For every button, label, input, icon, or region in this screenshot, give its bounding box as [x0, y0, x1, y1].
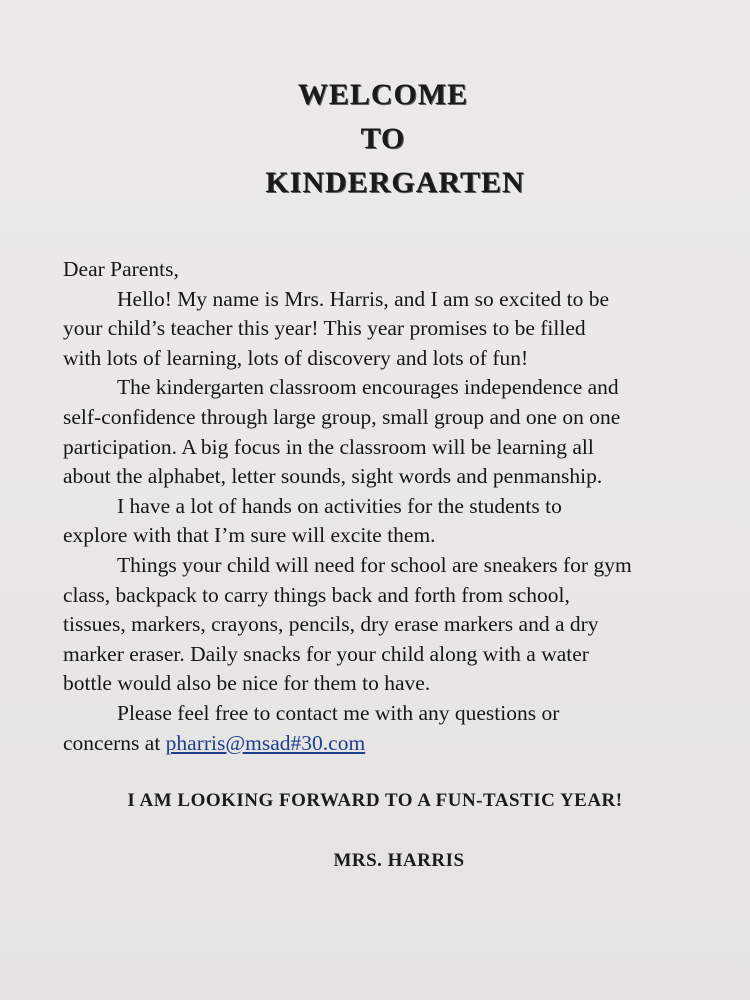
letter-line: Things your child will need for school are sneakers for gym	[117, 552, 632, 577]
signature: MRS. HARRIS	[333, 850, 465, 871]
letter-line: I have a lot of hands on activities for the students to	[117, 493, 562, 518]
letter-line: with lots of learning, lots of discovery and lots of fun!	[63, 345, 529, 370]
letter-line: bottle would also be nice for them to have.	[63, 671, 431, 696]
title-kindergarten: KINDERGARTEN	[265, 166, 525, 199]
letter-line: explore with that I’m sure will excite them.	[63, 523, 436, 548]
letter-line: marker eraser. Daily snacks for your child along with a water	[63, 641, 589, 666]
email-link[interactable]: pharris@msad#30.com	[165, 730, 366, 755]
title-to: TO	[360, 122, 406, 155]
letter-line: The kindergarten classroom encourages independence and	[117, 375, 619, 400]
letter-line: self-confidence through large group, small group and one on one	[63, 404, 621, 429]
letter-line: about the alphabet, letter sounds, sight words and penmanship.	[63, 464, 603, 489]
title-welcome: WELCOME	[297, 78, 469, 111]
letter-line: Please feel free to contact me with any questions or	[117, 700, 560, 725]
letter-line: class, backpack to carry things back and forth from school,	[63, 582, 570, 607]
letter-body	[63, 255, 733, 758]
contact-line	[63, 729, 733, 759]
letter-line: participation. A big focus in the classroom will be learning all	[63, 434, 594, 459]
letter-line: tissues, markers, crayons, pencils, dry erase markers and a dry	[63, 612, 599, 637]
letter-line: your child’s teacher this year! This year promises to be filled	[63, 316, 586, 341]
closing-line: I AM LOOKING FORWARD TO A FUN-TASTIC YEAR!	[127, 790, 623, 811]
letter-line: Hello! My name is Mrs. Harris, and I am so excited to be	[117, 286, 609, 311]
salutation: Dear Parents,	[63, 257, 179, 281]
contact-prefix: concerns at	[63, 730, 166, 755]
